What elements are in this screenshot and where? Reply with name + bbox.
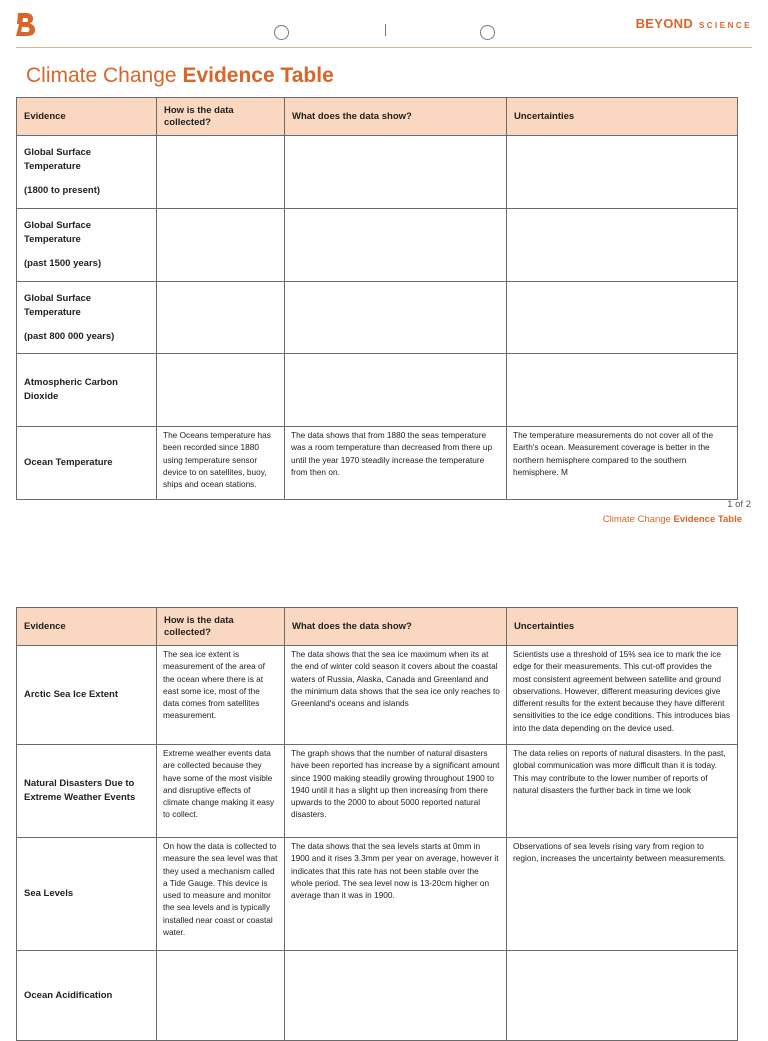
brand-main: BEYOND [635,16,694,31]
table-header-row [17,98,738,136]
collected-cell[interactable] [157,951,285,1041]
table-row [17,136,738,209]
shows-cell[interactable]: The graph shows that the number of natural disasters have been reported has increase by a significant amount since 1900 making steadily growing throughout 1900 to 1940 until it has a slight up then increasing from there upwards to the 2000 to about 5000 reported natural disasters. [285,745,507,838]
evidence-cell: Global Surface Temperature (past 800 000 years) [17,282,157,354]
collected-cell[interactable]: Extreme weather events data are collected because they have some of the most visible and disruptive effects of climate change making it easy to collect. [157,745,285,838]
collected-cell[interactable] [157,136,285,209]
evidence-table-2 [16,607,738,1041]
table-row [17,646,738,745]
col-uncertainties: Uncertainties [507,608,738,646]
brand-sub: SCIENCE [698,21,752,30]
evidence-cell: Arctic Sea Ice Extent [17,646,157,745]
collected-cell[interactable] [157,209,285,282]
uncertainties-cell[interactable] [507,136,738,209]
uncertainties-cell[interactable] [507,209,738,282]
evidence-cell: Atmospheric Carbon Dioxide [17,354,157,427]
shows-cell[interactable]: The data shows that the sea levels starts at 0mm in 1900 and it rises 3.3mm per year on average, however it indicates that this rate has not been stable over the whole period. The sea level now is 13-20cm higher on average than it was in 1900. [285,838,507,951]
table-header-row [17,608,738,646]
uncertainties-cell[interactable] [507,282,738,354]
table-row [17,745,738,838]
table-row [17,282,738,354]
evidence-cell: Global Surface Temperature (past 1500 years) [17,209,157,282]
title-bold: Evidence Table [182,64,334,87]
divider-tick [385,24,386,36]
page-title [26,64,334,88]
collected-cell[interactable]: The Oceans temperature has been recorded since 1880 using temperature sensor device to on satellites, buoy, ships and ocean stations. [157,427,285,500]
collected-cell[interactable] [157,354,285,427]
collected-cell[interactable]: On how the data is collected to measure the sea level was that they used a mechanism called a Tide Gauge. This device is used to measure and monitor the sea levels and is typically installed near coast or coastal water. [157,838,285,951]
shows-cell[interactable]: The data shows that from 1880 the seas temperature was a room temperature than decreased from there up until the year 1970 steadily increase the temperature from then on. [285,427,507,500]
col-uncertainties: Uncertainties [507,98,738,136]
evidence-cell: Ocean Temperature [17,427,157,500]
uncertainties-cell[interactable]: The data relies on reports of natural disasters. In the past, global communication was more difficult than it is today. This may contribute to the lower number of reports of natural disasters the further back in time we look [507,745,738,838]
radio-option-1[interactable] [274,25,289,40]
uncertainties-cell[interactable]: The temperature measurements do not cover all of the Earth's ocean. Measurement coverage is better in the northern hemisphere compared to the southern hemisphere. M [507,427,738,500]
footer-title: Climate Change Evidence Table [602,514,742,525]
col-shows: What does the data show? [285,98,507,136]
col-evidence: Evidence [17,608,157,646]
col-evidence: Evidence [17,98,157,136]
table-row [17,951,738,1041]
evidence-cell: Ocean Acidification [17,951,157,1041]
shows-cell[interactable] [285,136,507,209]
shows-cell[interactable] [285,282,507,354]
table-row [17,354,738,427]
uncertainties-cell[interactable] [507,951,738,1041]
brand-wordmark [636,16,752,31]
shows-cell[interactable] [285,209,507,282]
header-divider [16,47,752,48]
uncertainties-cell[interactable]: Observations of sea levels rising vary from region to region, increases the uncertainty between measurements. [507,838,738,951]
table-row [17,838,738,951]
evidence-cell: Natural Disasters Due to Extreme Weather Events [17,745,157,838]
shows-cell[interactable] [285,951,507,1041]
page-number: 1 of 2 [727,499,751,510]
evidence-cell: Global Surface Temperature (1800 to present) [17,136,157,209]
shows-cell[interactable]: The data shows that the sea ice maximum when its at the end of winter cold season it covers about the coastal waters of Russia, Alaska, Canada and Greenland and the minimum data shows that the sea ice only reaches to Greenland's oceans and islands [285,646,507,745]
uncertainties-cell[interactable]: Scientists use a threshold of 15% sea ice to mark the ice edge for their measurements. This cut-off provides the most consistent agreement between satellite and ground observations. However, different measuring devices give different results for the extent because they have different sensitivities to the ice edge conditions. This introduces bias into the data depending on the device used. [507,646,738,745]
collected-cell[interactable]: The sea ice extent is measurement of the area of the ocean where there is at east some ice, most of the data comes from satellites measurement. [157,646,285,745]
title-normal: Climate Change [26,64,177,87]
col-collected: How is the data collected? [157,608,285,646]
col-collected: How is the data collected? [157,98,285,136]
table-row [17,427,738,500]
evidence-cell: Sea Levels [17,838,157,951]
collected-cell[interactable] [157,282,285,354]
beyond-logo-icon [14,10,36,38]
evidence-table-1 [16,97,738,500]
table-row [17,209,738,282]
uncertainties-cell[interactable] [507,354,738,427]
col-shows: What does the data show? [285,608,507,646]
radio-option-2[interactable] [480,25,495,40]
shows-cell[interactable] [285,354,507,427]
